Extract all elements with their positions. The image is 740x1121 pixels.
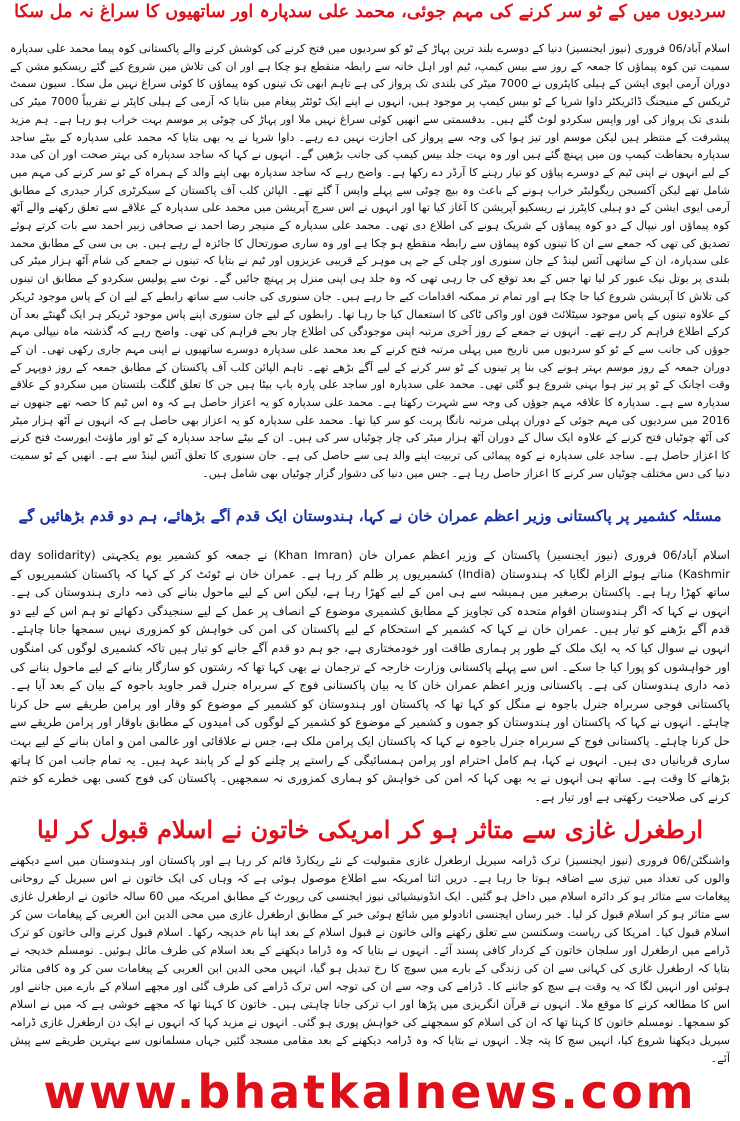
headline-ertugrul-american-woman: ارطغرل غازی سے متاثر ہو کر امریکی خاتون نے اسلام قبول کر لیا bbox=[36, 816, 704, 844]
headline-k2-expedition: سردیوں میں کے ٹو سر کرنے کی مہم جوئی، محمد علی سدپارہ اور ساتھیوں کا سراغ نہ مل سکا bbox=[14, 2, 726, 22]
headline-kashmir-imran-khan: مسئلہ کشمیر پر پاکستانی وزیر اعظم عمران خان نے کہا، ہندوستان ایک قدم آگے بڑھائے، ہم دو قدم بڑھائیں گے bbox=[18, 508, 722, 525]
site-url: www.bhatkalnews.com bbox=[43, 1065, 697, 1119]
article-body-ertugrul-american-woman: واشنگٹن/06 فروری (نیوز ایجنسیز) ترک ڈرامہ سیریل ارطغرل غازی مقبولیت کے نئے ریکارڈ قائم کر رہا ہے اور پاکستان اور ہندوستان میں اسے دیکھنے والوں کی تعداد میں تیزی سے اضافہ ہوتا جا رہا ہے۔ دریں اثنا امریکہ سے اطلاع موصول ہوئی ہے کہ وہاں کی ایک خاتون نے اس سیریل کے روحانی پیغامات سے متاثر ہو کر دائرہ اسلام میں داخل ہو گئیں۔ ایک انڈونیشیائی نیوز ایجنسی کی رپورٹ کے مطابق امریکہ میں 60 سالہ خاتون نے ارطغرل غازی سے متاثر ہو کر اسلام قبول کر لیا۔ خبر رساں ایجنسی انادولو میں شائع ہوئی خبر کے مطابق ارطغرل غازی میں محی الدین ابن العربی کے پیغامات سن کر اسلام قبول کیا۔ امریکا کی ریاست وسکنسن سے تعلق رکھنے والی خاتون نے قبول اسلام کے بعد اپنا نام خدیجہ رکھا۔ اسلام قبول کرنے والی خاتون کو ترک ڈرامے میں ارطغرل اور سلجان خاتون کے کردار کافی پسند آئے۔ انہوں نے بتایا کہ وہ ڈراما دیکھنے کے بعد اسلام کی طرف مائل ہوئیں۔ نومسلم خدیجہ نے بتایا کہ ارطغرل غازی کی کہانی سے ان کی زندگی کے بارے میں سوچ کا رخ تبدیل ہو گیا، انہیں محی الدین ابن العربی کے پیغامات سن کر وہ کافی متاثر ہوئیں اور انہیں لگا کہ یہ وقت ہے سچ کو جاننے کا۔ ڈرامے کی وجہ سے ان کی توجہ اس ترک ڈرامے کی طرف گئی اور مجھے اسلام کے بارے میں جاننے اور اس کا مطالعہ کرنے کا موقع ملا۔ انہوں نے قرآن انگریزی میں پڑھا اور اب ترکی جانا چاہتی ہیں۔ خاتون کا کہنا تھا کہ مجھے خوشی ہے کہ میں نے اسلام کو سمجھا۔ نومسلم خاتون کا کہنا تھا کہ ان کی اسلام کو سمجھنے کی خواہش پوری ہو گئی۔ انہوں نے مزید کہا کہ انہوں نے ایک دن ارطغرل غازی ڈرامہ سیریل دیکھنا شروع کیا، انہیں سچ کا پتہ چلا۔ انہوں نے بتایا کہ وہ ڈرامہ دیکھنے کے بعد مقامی مسجد گئیں جہاں مسلمانوں سے بہترین طریقے سے پیش آئے۔ bbox=[10, 854, 730, 1065]
article-body-k2-expedition: اسلام آباد/06 فروری (نیوز ایجنسیز) دنیا کے دوسرے بلند ترین پہاڑ کے ٹو کو سردیوں میں فتح کرنے کی کوشش کرنے والے پاکستانی کوہ پیما محمد علی سدپارہ سمیت تین کوہ پیماؤں کا جمعہ کے روز سے بیس کیمپ، ٹیم اور اہل خانہ سے رابطہ منقطع ہو چکا ہے اور ان کی تلاش میں شروع کیے گئے ریسکیو مشن کے دوران آرمی ایوی ایشن کے ہیلی کاپٹروں نے 7000 میٹر کی بلندی تک پرواز کی ہے تاہم ابھی تک تینوں کوہ پیماؤں کا کوئی سراغ نہیں مل سکا۔ سیون سمٹ ٹریکس کے منیجنگ ڈائریکٹر داوا شرپا کے ٹو بیس کیمپ پر موجود ہیں، انہوں نے اپنے ایک ٹوئٹر پیغام میں بتایا کہ آرمی کے ہیلی کاپٹر نے تقریباً 7000 میٹر کی بلندی تک پرواز کی اور واپس سکردو لوٹ گئے ہیں۔ بدقسمتی سے انھیں کوئی سراغ نہیں ملا اور پہاڑ کی چوٹی پر موسم بہت خراب ہو رہا ہے۔ ہم مزید پیشرفت کے منتظر ہیں لیکن موسم اور تیز ہوا کی وجہ سے پرواز کی اجازت نہیں دے رہے۔ داوا شرپا نے یہ بھی بتایا کہ محمد علی سدپارہ کے بیٹے ساجد سدپارہ بحفاظت کیمپ ون میں پہنچ گئے ہیں اور وہ بہت جلد بیس کیمپ کی جانب بڑھیں گے۔ انہوں نے کہا کہ ساجد سدپارہ کی بہتر صحت اور ان کی مدد کے لیے انہوں نے اپنی ٹیم کے دوسرے پیاؤں کو تیار رہنے کا آرڈر دے رکھا ہے۔ واضح رہے کہ ساجد سدپارہ بھی اپنے والد کے ہمراہ کے ٹو سر کرنے کی مہم میں شامل تھے لیکن آکسیجن ریگولیٹر خراب ہونے کے باعث وہ بیچ چوٹی سے پہلے واپس آ گئے تھے۔ الپائن کلب آف پاکستان کے سیکرٹری کرار حیدری کے مطابق آرمی ایوی ایشن کے دو ہیلی کاپٹرز نے ریسکیو آپریشن کا آغاز کیا تھا اور انہوں نے اس سرچ آپریشن میں محمد علی سدپارہ کے علاقے سے تعلق رکھنے والے آٹھ کوہ پیماؤں اور نیپال کے دو کوہ پیماؤں کے شریک ہونے کی اطلاع دی تھی۔ محمد علی سدپارہ کے منیجر رضا احمد نے صحافی زبیر احمد سے بات کرتے ہوئے تصدیق کی تھی کہ جمعے سے ان کا تینوں کوہ پیماؤں سے رابطہ منقطع ہو چکا ہے اور وہ ساری صورتحال کا جائزہ لے رہے ہیں۔ بی بی سی کے مطابق محمد علی سدپارہ، ان کے ساتھی آئس لینڈ کے جان سنوری اور چلی کے جے پی موہر کے قریبی عزیزوں اور ٹیم نے بتایا کہ تینوں نے جمعے کی شام آٹھ ہزار میٹر کی بلندی پر بوتل نیک عبور کر لیا تھا جس کے بعد توقع کی جا رہی تھی کہ وہ جلد ہی اپنی منزل پر پہنچ جائیں گے۔ نوٹ سے پولیس سکردو کے مطابق ان تینوں کی تلاش کا آپریشن شروع کیا جا چکا ہے اور تمام تر ممکنہ اقدامات کیے جا رہے ہیں۔ جان سنوری کی جانب سے ساتھ رابطے کے لیے ان کے پاس موجود ٹریکر کے علاوہ تینوں کے پاس موجود سیٹلائٹ فون اور واکی ٹاکی کا استعمال کیا جا رہا تھا۔ رابطوں کے لیے جان سنوری اپنے پاس موجود ٹریکر ہر ایک گھنٹے بعد آن کرکے اطلاع فراہم کر رہے تھے۔ انہوں نے جمعے کے روز آخری مرتبہ اپنی موجودگی کی اطلاع چار بجے فراہم کی تھی۔ واضح رہے کہ گذشتہ ماہ نیپالی مہم جوؤں کی جانب سے کے ٹو کو سردیوں میں تاریخ میں پہلی مرتبہ فتح کرنے کے بعد محمد علی سدپارہ دوسرے ساتھیوں نے اپنی مہم جاری رکھی تھی۔ ان کے دوران جمعہ کے روز موسم بہتر ہونے کی بنا پر تینوں کے ٹو سر کرنے کے لیے آگے بڑھے تھے۔ تاہم الپائن کلب آف پاکستان کے مطابق جمعہ کے روز دوپہر کے وقت اچانک کے ٹو پر تیز ہوا بہنی شروع ہو گئی تھی۔ محمد علی سدپارہ اور ساجد علی پارہ باپ بیٹا ہیں جن کا تعلق گلگت بلتستان میں سکردو کے علاقے سدپارہ سے ہے۔ سدپارہ کا علاقہ مہم جوؤں کی وجہ سے شہرت رکھتا ہے۔ محمد علی سدپارہ کو یہ اعزاز حاصل ہے کہ وہ اس ٹیم کا حصہ تھے جنھوں نے 2016 میں سردیوں کی مہم جوئی کے دوران پہلی مرتبہ نانگا پربت کو سر کیا تھا۔ محمد علی سدپارہ کو یہ اعزاز بھی حاصل ہے کہ انہوں نے آٹھ ہزار میٹر کی آٹھ چوٹیاں فتح کرنے کے علاوہ ایک سال کے دوران آٹھ ہزار میٹر کی چار چوٹیاں سر کی ہیں۔ ان کے بیٹے ساجد سدپارہ کے ٹو اور ماؤنٹ ایورسٹ فتح کرنے کا اعزاز حاصل ہے۔ ساجد علی سدپارہ نے کوہ پیمائی کی تربیت اپنے والد ہی سے حاصل کی ہے۔ جان سنوری کا تعلق آئس لینڈ سے ہے۔ انھیں کے ٹو سمیت دنیا کی دس مختلف چوٹیاں سر کرنے کا اعزاز حاصل رہا ہے۔ جس میں دنیا کی دشوار گزار چوٹیاں بھی شامل ہیں۔ bbox=[10, 42, 730, 480]
article-body-kashmir-imran-khan: اسلام آباد/06 فروری (نیوز ایجنسیز) پاکستان کے وزیر اعظم عمران خان (Khan Imran) نے جمعہ کو کشمیر یوم یکجہتی (day solidarity Kashmir) مناتے ہوئے الزام لگایا کہ ہندوستان (India) کشمیریوں پر ظلم کر رہا ہے۔ عمران خان نے ٹوئٹ کر کے کہا کہ پاکستان کشمیریوں کے ساتھ کھڑا رہا ہے۔ پاکستان برصغیر میں ہمیشہ سے ہی امن کے لیے کھڑا رہا ہے، لیکن اس کے لیے ماحول بنانے کی ذمہ داری ہندوستان کی ہے۔ انہوں نے کہا کہ اگر ہندوستان اقوام متحدہ کی تجاویز کے مطابق کشمیری موضوع کے انصاف پر عمل کے لیے سنجیدگی دکھائے تو ہم اس کے لیے دو قدم آگے بڑھنے کو تیار ہیں۔ عمران خان نے کہا کہ کشمیر کے استحکام کے لیے پاکستان کی امن کی خواہش کو کمزوری نہیں سمجھا جانا چاہئے۔ انہوں نے سوال کیا کہ یہ ایک ملک کے طور پر ہماری طاقت اور خودمختاری ہے، جو ہم دو قدم آگے جانے کو تیار ہیں تاکہ کشمیری لوگوں کی امنگوں اور خواہشوں کو پورا کیا جا سکے۔ اس سے پہلے پاکستانی وزارت خارجہ کے ترجمان نے بھی کہا تھا کہ رشتوں کو سازگار بنانے کے لیے ماحول بنانے کی ذمہ داری ہندوستان کی ہے۔ پاکستانی وزیر اعظم عمران خان کا یہ بیان پاکستانی فوج کے سربراہ جنرل قمر جاوید باجوہ کے بیان کے بعد آیا ہے۔ پاکستانی فوجی سربراہ جنرل باجوہ نے منگل کو کہا تھا کہ پاکستان اور ہندوستان کو کشمیر کے موضوع کو وقار اور پرامن طریقے سے حل کرنا چاہئے۔ انہوں نے کہا کہ پاکستان اور ہندوستان کو جموں و کشمیر کے موضوع کو کشمیر کے لوگوں کی امیدوں کے مطابق باوقار اور پرامن طریقے سے حل کرنا چاہئے۔ پاکستانی فوج کے سربراہ جنرل باجوہ نے کہا کہ پاکستان ایک پرامن ملک ہے، جس نے علاقائی اور عالمی امن و امان بنانے کے لیے بہت ساری قربانیاں دی ہیں۔ انہوں نے کہا، ہم کامل احترام اور پرامن ہمسائیگی کے راستے پر چلنے کو لے کر پابند عہد ہیں۔ یہ تمام جانب امن کا ہاتھ بڑھانے کا وقت ہے۔ ساتھ ہی انہوں نے یہ بھی کہا کہ امن کی خواہش کو ہماری کمزوری نہ سمجھیں۔ پاکستان کی فوج کسی بھی خطرے کو ختم کرنے کی صلاحیت رکھتی ہے اور تیار ہے۔ bbox=[10, 548, 730, 804]
site-footer bbox=[10, 1065, 730, 1119]
